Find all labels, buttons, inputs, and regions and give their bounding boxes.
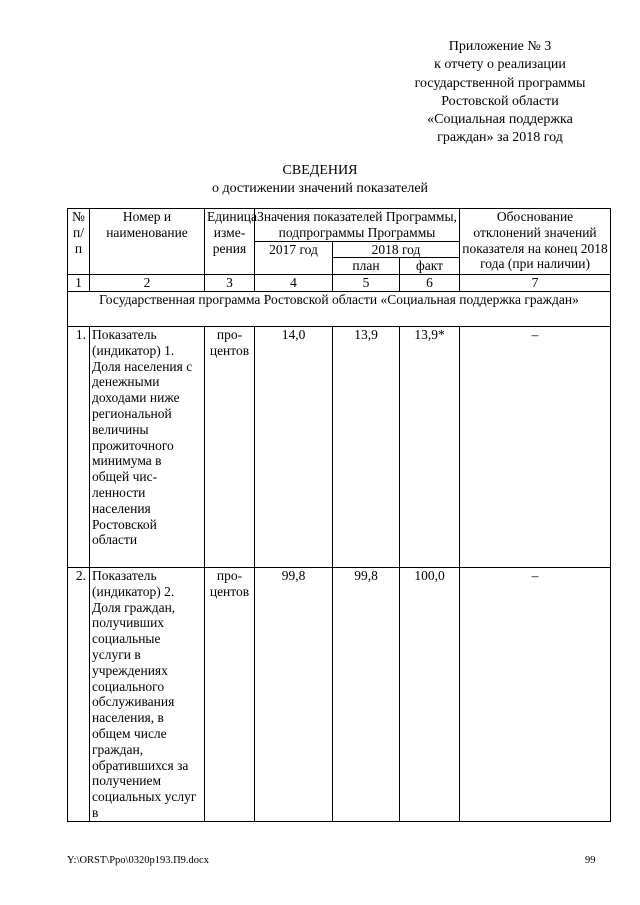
column-numbers-row — [68, 275, 611, 292]
row-num: 1. — [68, 326, 90, 567]
column-number: 3 — [205, 275, 255, 292]
header-justification: Обоснование отклонений значений показателя на конец 2018 года (при наличии) — [460, 209, 611, 275]
row-justification: – — [460, 567, 611, 821]
appendix-line: Ростовской области — [441, 93, 559, 109]
row-name: Показатель (индикатор) 1. Доля населения с денежными доходами ниже региональной величины прожиточного минимума в общей чис-ленности населения Ростовской области — [90, 326, 205, 567]
row-2017: 99,8 — [255, 567, 333, 821]
row-justification: – — [460, 326, 611, 567]
appendix-line: к отчету о реализации — [434, 57, 566, 73]
header-plan: план — [333, 258, 400, 275]
header-fact: факт — [400, 258, 460, 275]
header-unit: Единица изме-рения — [205, 209, 255, 275]
column-number: 4 — [255, 275, 333, 292]
column-number: 6 — [400, 275, 460, 292]
column-number: 1 — [68, 275, 90, 292]
appendix-line: «Социальная поддержка — [427, 112, 573, 128]
table-row — [68, 567, 611, 821]
footer-page-number: 99 — [585, 855, 596, 866]
appendix-line: Приложение № 3 — [448, 39, 552, 54]
row-unit: про-центов — [205, 567, 255, 821]
row-num: 2. — [68, 567, 90, 821]
header-name: Номер и наименование — [90, 209, 205, 275]
header-num: № п/п — [68, 209, 90, 275]
row-unit: про-центов — [205, 326, 255, 567]
appendix-line: граждан» за 2018 год — [437, 130, 563, 146]
table-row — [68, 326, 611, 567]
column-number: 2 — [90, 275, 205, 292]
column-number: 7 — [460, 275, 611, 292]
column-number: 5 — [333, 275, 400, 292]
footer-file-path: Y:\ORST\Ppo\0320p193.П9.docx — [67, 855, 209, 866]
appendix-header — [390, 38, 610, 148]
row-2017: 14,0 — [255, 326, 333, 567]
appendix-line: государственной программы — [414, 75, 586, 91]
row-plan: 13,9 — [333, 326, 400, 567]
row-fact: 100,0 — [400, 567, 460, 821]
row-fact: 13,9* — [400, 326, 460, 567]
row-plan: 99,8 — [333, 567, 400, 821]
indicators-table — [67, 208, 611, 822]
document-subtitle: о достижении значений показателей — [211, 181, 429, 196]
row-name: Показатель (индикатор) 2. Доля граждан, получивших социальные услуги в учреждениях социального обслуживания населения, в общем числе граждан, обратившихся за получением социальных услуг в — [90, 567, 205, 821]
section-title: Государственная программа Ростовской области «Социальная поддержка граждан» — [68, 291, 611, 326]
header-2018: 2018 год — [333, 241, 460, 258]
section-row — [68, 291, 611, 326]
header-2017: 2017 год — [255, 241, 333, 275]
header-values-group: Значения показателей Программы, подпрограммы Программы — [255, 209, 460, 242]
document-title: СВЕДЕНИЯ — [282, 163, 358, 178]
